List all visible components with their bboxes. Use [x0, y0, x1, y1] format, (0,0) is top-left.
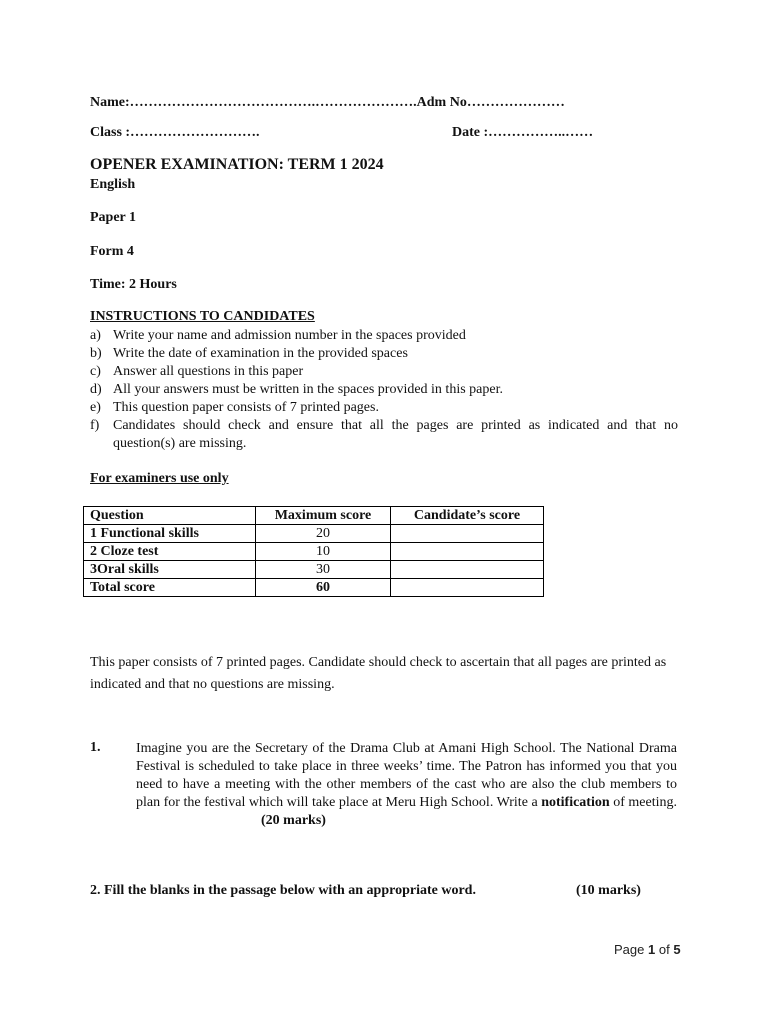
total-label: Total score — [84, 579, 256, 597]
row-question: 3Oral skills — [84, 561, 256, 579]
instruction-marker: f) — [90, 418, 100, 433]
question1-number: 1. — [90, 740, 101, 755]
instruction-item — [90, 417, 678, 453]
question2-marks: (10 marks) — [576, 883, 641, 898]
page-total: 5 — [673, 942, 681, 957]
question1-body: Imagine you are the Secretary of the Drama Club at Amani High School. The National Drama Festival is scheduled to take place in three weeks’ time. The Patron has informed you that you need to have a meeting with the other members of the cast who are also the club members to plan for the festival which will take place at Meru High School. Write a — [136, 741, 677, 810]
col-candidate-score: Candidate’s score — [391, 507, 544, 525]
of-label: of — [658, 942, 670, 957]
total-row — [84, 579, 544, 597]
question1-text — [136, 740, 677, 830]
instruction-item — [90, 381, 678, 399]
instruction-text: Candidates should check and ensure that all the pages are printed as indicated and that no question(s) are missing. — [113, 418, 678, 451]
instruction-item — [90, 345, 678, 363]
instruction-text: Answer all questions in this paper — [113, 364, 304, 379]
row-max: 30 — [256, 561, 391, 579]
row-max: 20 — [256, 525, 391, 543]
question2-text: 2. Fill the blanks in the passage below with an appropriate word. — [90, 883, 476, 898]
instruction-item — [90, 363, 678, 381]
question1-body-end: of meeting. — [609, 795, 677, 810]
score-table-header — [84, 507, 544, 525]
instruction-marker: d) — [90, 382, 102, 397]
pages-note: This paper consists of 7 printed pages. Candidate should check to ascertain that all pages are printed as indicated and that no questions are missing. — [90, 655, 667, 692]
date-line: Date :……………..…… — [452, 125, 594, 140]
subject-label: English — [90, 177, 136, 192]
question1-keyword: notification — [541, 795, 610, 810]
instruction-text: Write the date of examination in the provided spaces — [113, 346, 408, 361]
instruction-marker: a) — [90, 328, 101, 343]
instructions-list — [90, 327, 678, 453]
row-candidate[interactable] — [391, 543, 544, 561]
instruction-text: This question paper consists of 7 printed pages. — [113, 400, 379, 415]
page-footer — [614, 942, 681, 957]
class-line: Class :………………………. — [90, 125, 260, 140]
table-row — [84, 543, 544, 561]
row-candidate[interactable] — [391, 561, 544, 579]
instructions-heading: INSTRUCTIONS TO CANDIDATES — [90, 309, 315, 324]
instruction-marker: c) — [90, 364, 101, 379]
name-adm-line: Name:………………………………….………………….Adm No………………… — [90, 95, 565, 110]
col-max-score: Maximum score — [256, 507, 391, 525]
row-max: 10 — [256, 543, 391, 561]
instruction-text: Write your name and admission number in the spaces provided — [113, 328, 466, 343]
row-question: 1 Functional skills — [84, 525, 256, 543]
page-label: Page — [614, 942, 645, 957]
examiners-heading: For examiners use only — [90, 471, 229, 486]
row-candidate[interactable] — [391, 525, 544, 543]
time-label: Time: 2 Hours — [90, 277, 177, 292]
total-max: 60 — [256, 579, 391, 597]
instruction-marker: b) — [90, 346, 102, 361]
question1-marks: (20 marks) — [261, 813, 326, 828]
form-label: Form 4 — [90, 244, 134, 259]
table-row — [84, 525, 544, 543]
instruction-item — [90, 399, 678, 417]
table-row — [84, 561, 544, 579]
score-table — [83, 506, 544, 597]
paper-label: Paper 1 — [90, 210, 137, 225]
exam-title: OPENER EXAMINATION: TERM 1 2024 — [90, 156, 384, 173]
total-candidate[interactable] — [391, 579, 544, 597]
instruction-text: All your answers must be written in the spaces provided in this paper. — [113, 382, 503, 397]
row-question: 2 Cloze test — [84, 543, 256, 561]
instruction-item — [90, 327, 678, 345]
col-question: Question — [84, 507, 256, 525]
page-number: 1 — [648, 942, 656, 957]
instruction-marker: e) — [90, 400, 101, 415]
